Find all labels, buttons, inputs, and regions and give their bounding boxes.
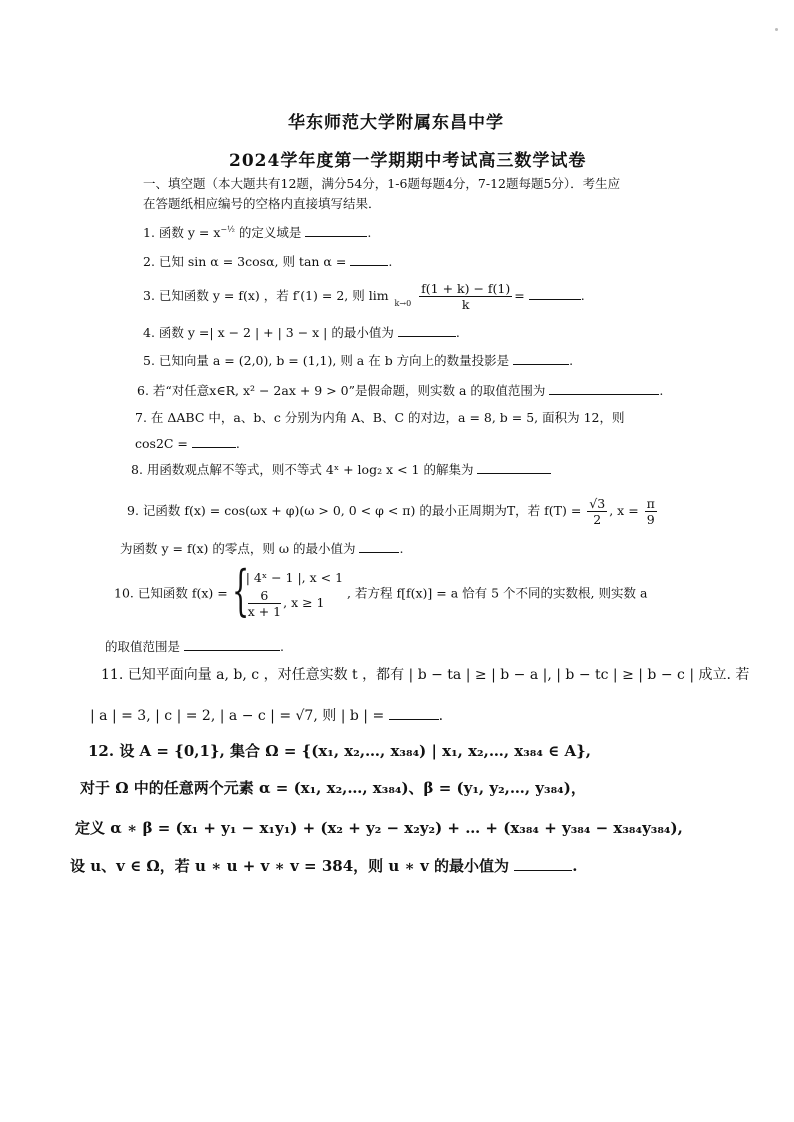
q1-answer-blank[interactable] — [305, 224, 367, 237]
q9-frac2-num: π — [646, 496, 655, 511]
question-7-line-1: 7. 在 ΔABC 中，a、b、c 分别为内角 A、B、C 的对边，a = 8, b = 5, 面积为 12，则 — [135, 410, 625, 425]
question-11-line-2: | a | = 3, | c | = 2, | a − c | = √7, 则 | b | = . — [90, 708, 444, 724]
q1-exponent: −½ — [220, 225, 235, 234]
question-9-line-2: 为函数 y = f(x) 的零点，则 ω 的最小值为 . — [120, 541, 404, 556]
question-8 — [131, 461, 551, 478]
q7-answer-blank[interactable] — [192, 435, 236, 448]
q1-suffix: 的定义域是 — [234, 225, 302, 241]
q10-case2-num: 6 — [248, 588, 281, 604]
q4-answer-blank[interactable] — [398, 324, 456, 337]
q2-answer-blank[interactable] — [350, 253, 388, 266]
q8-answer-blank[interactable] — [477, 461, 551, 474]
question-1: 1. 函数 $y = x^{-\frac{1}{2}}$ 的定义域是 . — [143, 225, 372, 241]
q12-text-4: 设 u、v ∈ Ω，若 u ∗ u + v ∗ v = 384，则 u ∗ v 的最小值为 — [70, 857, 510, 875]
q3-equals: = — [514, 288, 525, 303]
question-3: 3. 已知函数 y = f(x) ，若 f′(1) = 2, 则 lim k→0 $\frac{f(1 + k) - f(1)}{k}$ = . — [143, 281, 585, 312]
q9-frac-sqrt3-over-2 — [587, 496, 607, 527]
q12-answer-blank[interactable] — [514, 858, 572, 871]
q10-piecewise — [231, 559, 344, 622]
question-12-line-2: 对于 Ω 中的任意两个元素 α = (x₁, x₂,…, x₃₈₄)、β = (y₁, y₂,…, y₃₈₄)， — [80, 779, 586, 797]
q3-limit-sub: k→0 — [394, 298, 412, 308]
question-10-line-2: 的取值范围是 . — [105, 639, 284, 654]
q3-numerator: f(1 + k) − f(1) — [421, 281, 511, 296]
q10-case2-den: x + 1 — [247, 604, 282, 619]
q8-text: 8. 用函数观点解不等式，则不等式 4ˣ + log₂ x < 1 的解集为 — [131, 462, 474, 477]
q7-text-2: cos2C = — [135, 436, 188, 451]
q10-text: 10. 已知函数 f(x) = — [114, 585, 228, 601]
q4-text: 4. 函数 y =| x − 2 | + | 3 − x | 的最小值为 — [143, 325, 394, 340]
q5-answer-blank[interactable] — [513, 352, 569, 365]
school-title: 华东师范大学附属东昌中学 — [288, 113, 504, 133]
question-6: 6. 若“对任意x∈R, x² − 2ax + 9 > 0”是假命题，则实数 a 的取值范围为 . — [137, 383, 664, 398]
q9-frac2-den: 9 — [646, 512, 655, 527]
question-5: 5. 已知向量 a = (2,0), b = (1,1), 则 a 在 b 方向上的数量投影是 . — [143, 353, 574, 368]
q11-text-2: | a | = 3, | c | = 2, | a − c | = √7, 则 | b | = — [90, 708, 385, 724]
q2-period: . — [388, 254, 393, 269]
q9-mid: , x = — [609, 503, 639, 518]
q10-case2-cond: , x ≥ 1 — [283, 595, 325, 610]
q9-text-2: 为函数 y = f(x) 的零点，则 ω 的最小值为 — [120, 541, 356, 556]
scan-speck — [775, 28, 778, 31]
q3-limit — [395, 284, 412, 310]
q9-text: 9. 记函数 f(x) = cos(ωx + φ)(ω > 0, 0 < φ < π) 的最小正周期为T，若 f(T) = — [127, 503, 582, 518]
q10-case-1: | 4ˣ − 1 |, x < 1 — [245, 570, 344, 585]
q10-answer-blank[interactable] — [184, 638, 280, 651]
exam-title: 2024学年度第一学期期中考试高三数学试卷 — [229, 151, 587, 171]
question-10-line-1 — [114, 559, 648, 622]
q6-text: 6. 若“对任意x∈R, x² − 2ax + 9 > 0”是假命题，则实数 a 的取值范围为 — [137, 383, 546, 398]
q11-answer-blank[interactable] — [389, 707, 439, 720]
q3-text: 3. 已知函数 y = f(x) ，若 f′(1) = 2, 则 lim — [143, 288, 389, 303]
q3-answer-blank[interactable] — [529, 287, 581, 300]
question-12-line-4: 设 u、v ∈ Ω，若 u ∗ u + v ∗ v = 384，则 u ∗ v 的最小值为 . — [70, 857, 578, 875]
q3-denominator: k — [461, 297, 470, 312]
q5-text: 5. 已知向量 a = (2,0), b = (1,1), 则 a 在 b 方向上的数量投影是 — [143, 353, 510, 368]
question-12-line-3: 定义 α ∗ β = (x₁ + y₁ − x₁y₁) + (x₂ + y₂ − x₂y₂) + … + (x₃₈₄ + y₃₈₄ − x₃₈₄y₃₈₄), — [75, 819, 683, 837]
q9-frac1-den: 2 — [593, 512, 602, 527]
section-instructions-2: 在答题纸相应编号的空格内直接填写结果． — [143, 196, 381, 211]
q2-text: 2. 已知 sin α = 3cosα, 则 tan α = — [143, 254, 347, 269]
question-12-line-1: 12. 设 A = {0,1}, 集合 Ω = {(x₁, x₂,…, x₃₈₄) | x₁, x₂,…, x₃₈₄ ∈ A}, — [88, 742, 591, 760]
q10-case-2 — [246, 588, 343, 619]
q10-text-2: 的取值范围是 — [105, 639, 181, 654]
q9-answer-blank[interactable] — [359, 540, 399, 553]
q1-prefix: 1. 函数 y = x — [143, 225, 221, 241]
q10-brace: { — [231, 559, 249, 622]
question-9-line-1 — [127, 496, 659, 527]
q10-case2-frac — [248, 588, 281, 619]
question-2 — [143, 253, 392, 270]
q9-frac1-num: √3 — [589, 496, 606, 511]
section-instructions-1: 一、填空题（本大题共有12题，满分54分，1-6题每题4分，7-12题每题5分）．考生应 — [143, 176, 621, 191]
question-4: 4. 函数 y =| x − 2 | + | 3 − x | 的最小值为 . — [143, 325, 460, 340]
question-11-line-1: 11. 已知平面向量 a, b, c ，对任意实数 t ，都有 | b − ta | ≥ | b − a |, | b − tc | ≥ | b − c | 成立. 若 — [101, 667, 750, 683]
q3-fraction — [419, 281, 512, 312]
q9-frac-pi-over-9 — [645, 496, 657, 527]
q6-answer-blank[interactable] — [549, 382, 659, 395]
question-7-line-2: cos2C = . — [135, 436, 240, 451]
q10-text-post: , 若方程 f[f(x)] = a 恰有 5 个不同的实数根, 则实数 a — [347, 585, 648, 601]
